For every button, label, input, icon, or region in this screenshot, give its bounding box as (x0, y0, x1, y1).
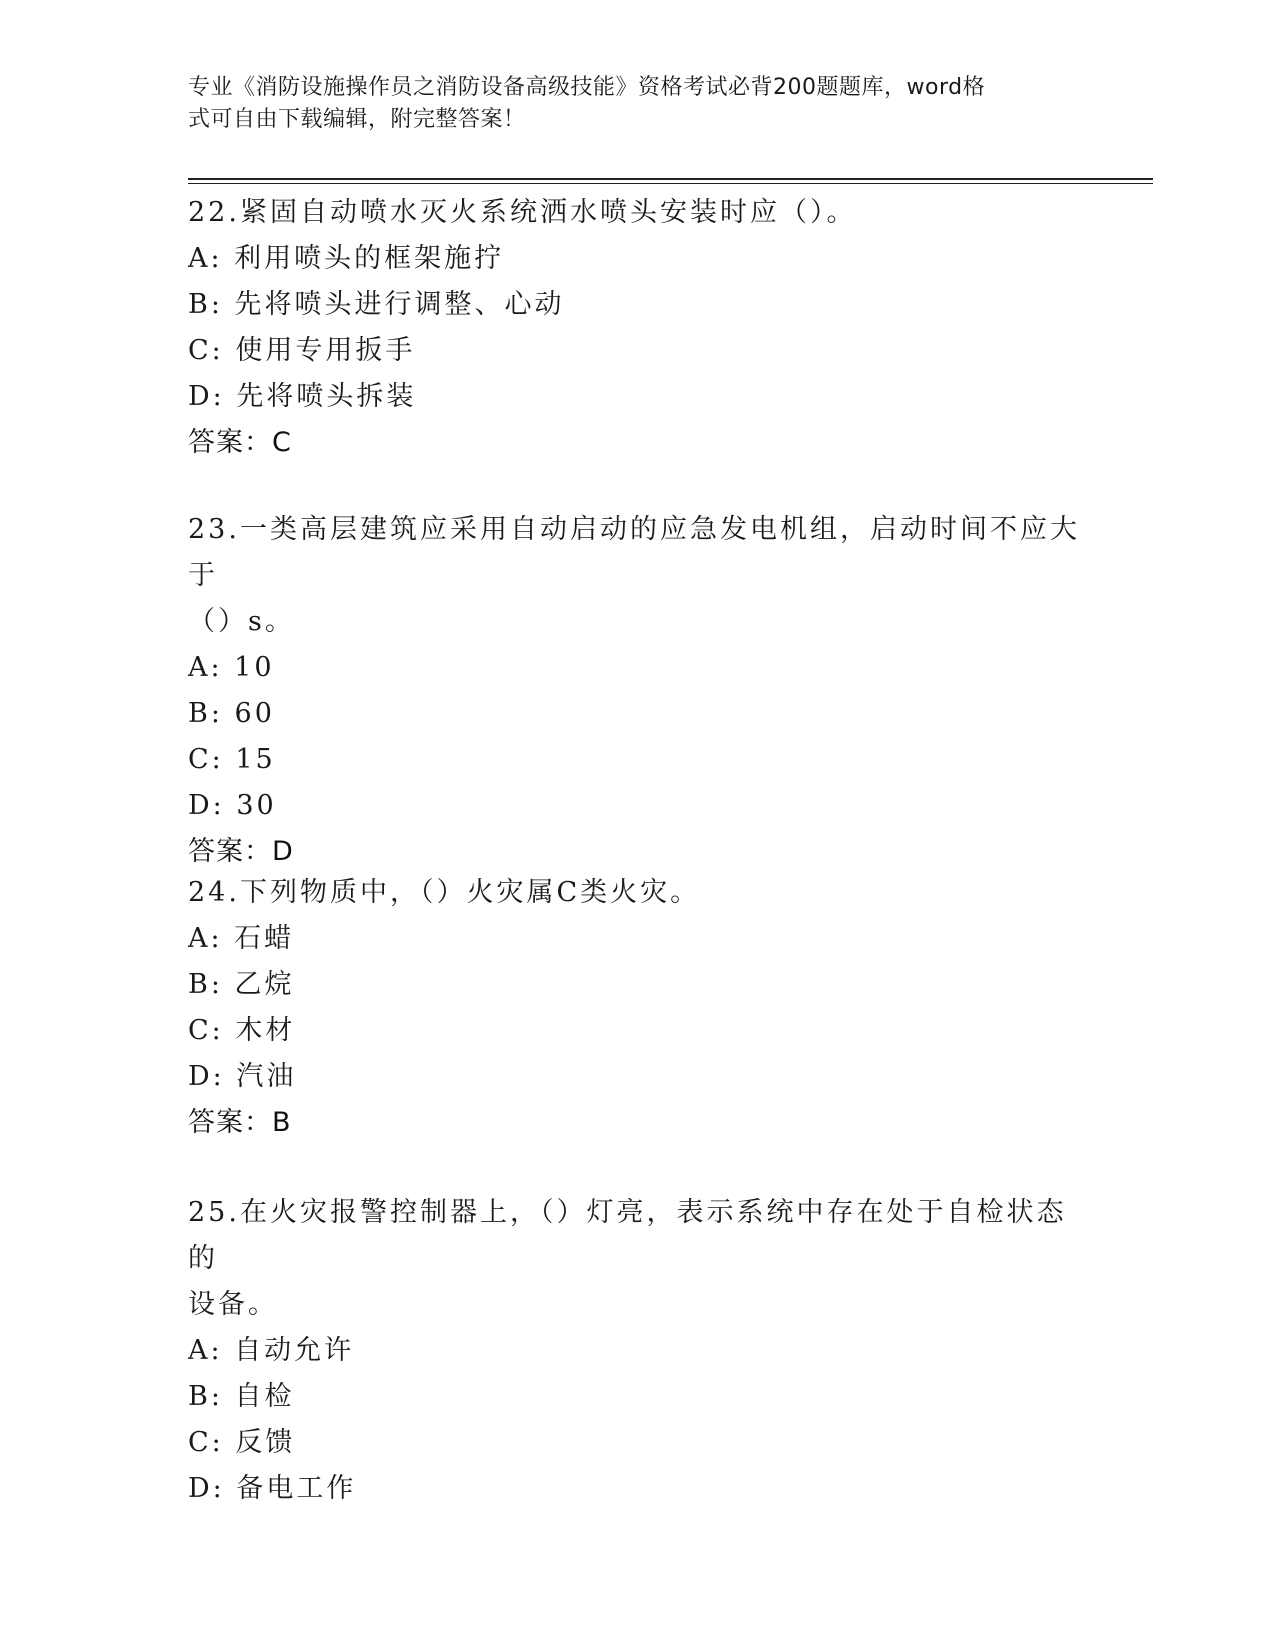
option-b: B: 乙烷 (188, 969, 295, 1000)
question-stem: 25.在火灾报警控制器上，（）灯亮，表示系统中存在处于自检状态的 (188, 1197, 1067, 1274)
header-divider-bottom (188, 183, 1153, 184)
question-25 (188, 1190, 1088, 1512)
question-stem-continued: （）s。 (188, 606, 295, 637)
option-d: D: 30 (188, 790, 277, 821)
option-a: A: 石蜡 (188, 923, 295, 954)
option-c: C: 木材 (188, 1015, 296, 1046)
option-c: C: 反馈 (188, 1427, 296, 1458)
question-stem: 23.一类高层建筑应采用自动启动的应急发电机组，启动时间不应大于 (188, 514, 1080, 591)
option-c: C: 15 (188, 744, 276, 775)
answer-label: 答案：D (188, 836, 294, 867)
answer-label: 答案：C (188, 427, 292, 458)
option-d: D: 汽油 (188, 1061, 297, 1092)
question-stem-continued: 设备。 (188, 1289, 278, 1320)
question-stem: 24.下列物质中，（）火灾属C类火灾。 (188, 877, 701, 908)
header-line-1: 专业《消防设施操作员之消防设备高级技能》资格考试必背200题题库，word格 (188, 75, 986, 100)
option-b: B: 自检 (188, 1381, 295, 1412)
document-header (188, 72, 1068, 136)
option-a: A: 利用喷头的框架施拧 (188, 243, 505, 274)
header-divider-top (188, 178, 1153, 180)
option-b: B: 60 (188, 698, 275, 729)
question-stem: 22.紧固自动喷水灭火系统洒水喷头安装时应（）。 (188, 197, 857, 228)
answer-label: 答案：B (188, 1107, 292, 1138)
question-22 (188, 190, 1088, 466)
option-b: B: 先将喷头进行调整、心动 (188, 289, 565, 320)
option-d: D: 备电工作 (188, 1473, 357, 1504)
option-c: C: 使用专用扳手 (188, 335, 416, 366)
option-a: A: 10 (188, 652, 275, 683)
question-23 (188, 507, 1088, 875)
question-24 (188, 870, 1088, 1146)
header-line-2: 式可自由下载编辑，附完整答案！ (188, 107, 526, 132)
option-a: A: 自动允许 (188, 1335, 355, 1366)
option-d: D: 先将喷头拆装 (188, 381, 417, 412)
